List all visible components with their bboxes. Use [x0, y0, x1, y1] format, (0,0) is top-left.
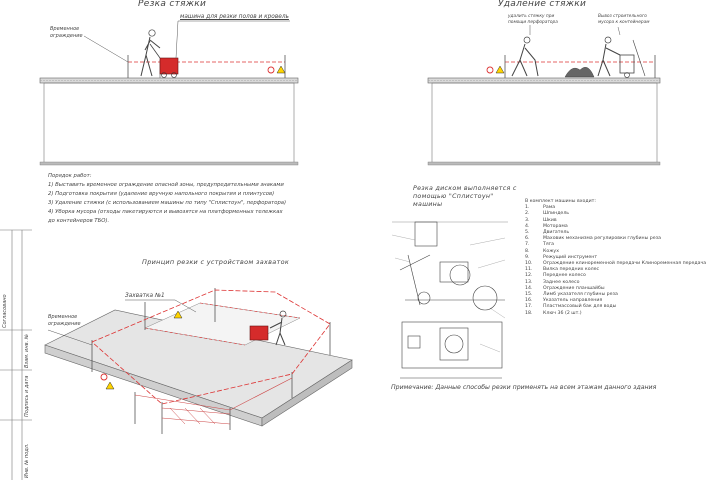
list-item: 18. Ключ 36 (2 шт.) [525, 310, 582, 316]
footnote: Примечание: Данные способы резки применять на всем этажам данного здания [391, 384, 657, 391]
list-item: 11. Вилка передних колес [525, 267, 600, 273]
stamp-sign-date: Подпись и дата [24, 375, 30, 417]
work-order-step: 2) Подготовка покрытия (удаление вручную напольного покрытия и плинтусов) [48, 191, 275, 197]
list-item: 6. Маховик механизма регулировки глубины реза [525, 236, 662, 242]
parts-list [525, 199, 706, 317]
label-remove-debris: Вывоз строительного мусора к контейнерам [598, 14, 650, 25]
leader-lines [392, 235, 505, 352]
list-item: 9. Режущий инструмент [525, 254, 598, 260]
slab-removal-scene [428, 25, 660, 165]
work-order-step: до контейнеров ТБО). [48, 218, 110, 224]
isometric-slab-scene [45, 288, 352, 434]
work-order-heading: Порядок работ: [48, 173, 92, 179]
list-item: 8. Кожух [525, 248, 559, 254]
work-order-step: 4) Уборка мусора (отходы пакетируются и вывозятся на платформенных тележках [48, 209, 283, 215]
label-temporary-fence-top: Временное ограждение [50, 26, 83, 39]
title-disc-cutting: Резка диском выполняется с помощью "Сплистоун" машины [413, 185, 517, 208]
list-item: 2. Шпиндель [525, 211, 570, 217]
list-item: 16. Указатель направления [525, 298, 603, 304]
label-floor-cutting-machine: машина для резки полов и кровель [180, 14, 289, 20]
list-item: 7. Тяга [525, 242, 555, 248]
stamp-agreed: Согласовано [2, 294, 8, 328]
label-temporary-fence-bottom: Временное ограждение [48, 314, 81, 327]
stamp-inv-replace: Взам. инв. № [24, 334, 30, 368]
list-item: 12. Переднее колесо [525, 273, 586, 279]
list-item: 1. Рама [525, 205, 556, 211]
list-item: 4. Моторама [525, 223, 568, 229]
list-item: 17. Пластмассовый бак для воды [525, 304, 617, 310]
title-cutting-principle: Принцип резки с устройством захваток [142, 258, 290, 266]
title-screed-cutting: Резка стяжки [138, 0, 207, 9]
stamp-inv-orig: Инв. № подл. [24, 443, 30, 478]
work-order-step: 1) Выставить временное ограждение опасной зоны, предупредительными знаками [48, 182, 284, 188]
slab-cutting-scene [40, 21, 298, 165]
label-remove-screed: удалить стяжку при помощи перфоратора [508, 14, 558, 25]
list-item: 3. Шкив [525, 217, 557, 223]
label-capture-zone: Захватка №1 [125, 293, 165, 299]
title-screed-removal: Удаление стяжки [498, 0, 587, 9]
work-order [48, 172, 286, 226]
list-item: 5. Двигатель [525, 230, 570, 236]
list-item: 13. Заднее колесо [525, 279, 580, 285]
parts-list-heading: В комплект машины входит: [525, 199, 596, 204]
list-item: 10. Ограждение клиноременной передачи Клиноременная передача [525, 261, 707, 267]
work-order-step: 3) Удаление стяжки (с использованием машины по типу "Сплистоун", перфоратора) [48, 200, 287, 206]
list-item: 14. Ограждение планшайбы [525, 285, 605, 291]
saw-machine-drawing [392, 222, 508, 378]
list-item: 15. Лимб указателя глубины реза [525, 292, 618, 298]
